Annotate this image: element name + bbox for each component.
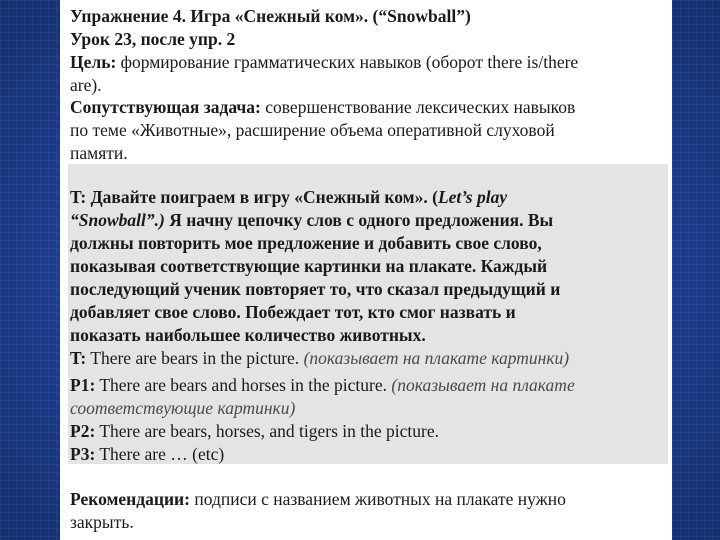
task-line-2: по теме «Животные», расширение объема оперативной слуховой (70, 120, 555, 140)
pupil1-sentence: There are bears and horses in the picture. (95, 375, 387, 395)
teacher-intro-line-1 (70, 186, 507, 208)
lesson-line: Урок 23, после упр. 2 (70, 29, 236, 49)
pupil1-note-line-2: соответствующие картинки) (70, 398, 296, 418)
teacher-sentence: There are bears in the picture. (86, 348, 300, 368)
pupil2-label: P2: (70, 421, 96, 441)
pupil1-note: (показывает на плакате (387, 375, 575, 395)
pupil3-sentence: There are … (etc) (95, 444, 225, 464)
recommendation-line-2: закрыть. (70, 512, 134, 532)
task-label: Сопутствующая задача: (70, 97, 261, 117)
pupil2-sentence: There are bears, horses, and tigers in the picture. (95, 421, 439, 441)
teacher-intro-english-2: “Snowball”.) (70, 210, 165, 230)
task-line (70, 96, 575, 118)
teacher-intro-text: T: Давайте поиграем в игру «Снежный ком». ( (70, 187, 438, 207)
pupil3-label: P3: (70, 444, 96, 464)
teacher-line (70, 347, 569, 369)
exercise-title: Упражнение 4. Игра «Снежный ком». (“Snowball”) (70, 6, 471, 26)
pupil1-line (70, 374, 575, 396)
pupil1-label: P1: (70, 375, 96, 395)
teacher-note: (показывает на плакате картинки) (299, 348, 570, 368)
teacher-intro-english: Let’s play (437, 187, 508, 207)
pupil2-line (70, 420, 439, 442)
document-page (60, 0, 672, 540)
recommendation-label: Рекомендации: (70, 489, 190, 509)
pupil3-line (70, 443, 224, 465)
goal-label: Цель: (70, 52, 117, 72)
teacher-intro-line-3: должны повторить мое предложение и добавить свое слово, (70, 233, 542, 253)
recommendation-text: подписи с названием животных на плакате нужно (189, 489, 566, 509)
goal-line-2: are). (70, 75, 102, 95)
teacher-intro-line-6: добавляет свое слово. Побеждает тот, кто смог назвать и (70, 302, 516, 322)
teacher-intro-line-2 (70, 209, 553, 231)
teacher-intro-line-7: показать наибольшее количество животных. (70, 325, 426, 345)
recommendation-line (70, 488, 566, 510)
teacher-intro-text-2: Я начну цепочку слов с одного предложения. Вы (164, 210, 554, 230)
task-line-3: памяти. (70, 143, 128, 163)
teacher-intro-line-4: показывая соответствующие картинки на плакате. Каждый (70, 256, 548, 276)
teacher-label: T: (70, 348, 87, 368)
goal-line (70, 51, 578, 73)
goal-text: формирование грамматических навыков (оборот there is/there (116, 52, 579, 72)
task-text: совершенствование лексических навыков (260, 97, 576, 117)
teacher-intro-line-5: последующий ученик повторяет то, что сказал предыдущий и (70, 279, 561, 299)
